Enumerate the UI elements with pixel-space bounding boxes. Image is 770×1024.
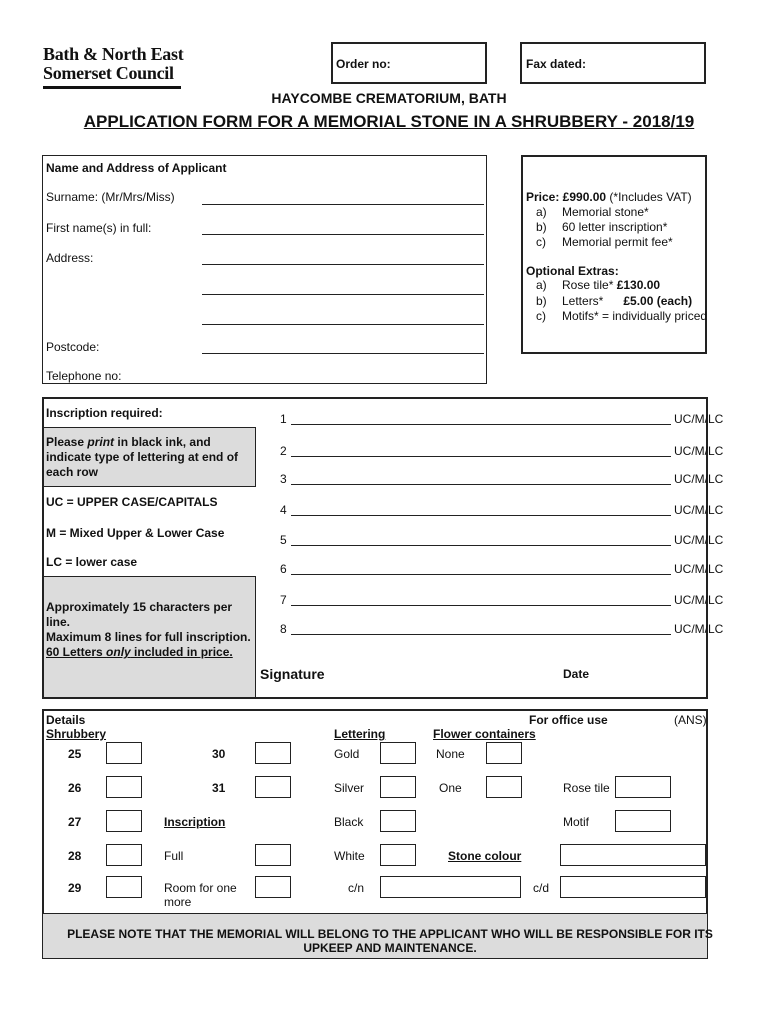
first-name-label: First name(s) in full: <box>46 221 152 235</box>
case-code-1[interactable]: UC/M/LC <box>674 412 724 426</box>
inscription-line-4[interactable] <box>291 515 671 516</box>
telephone-label: Telephone no: <box>46 369 122 383</box>
inscription-heading: Inscription required: <box>46 406 163 420</box>
shrubbery-heading: Shrubbery <box>46 727 107 741</box>
page-title: APPLICATION FORM FOR A MEMORIAL STONE IN A SHRUBBERY - 2018/19 <box>83 112 695 131</box>
none-box[interactable] <box>486 742 522 764</box>
shrubbery-26-label: 26 <box>68 781 82 795</box>
logo-underline <box>43 86 181 89</box>
shrubbery-25-box[interactable] <box>106 742 142 764</box>
stone-colour-field[interactable] <box>560 844 706 866</box>
address-field-1[interactable] <box>202 264 484 265</box>
room-for-one-more-label: Room for one more <box>164 881 237 909</box>
full-label: Full <box>164 849 184 863</box>
ownership-notice: PLEASE NOTE THAT THE MEMORIAL WILL BELONG TO THE APPLICANT WHO WILL BE RESPONSIBLE FOR ITS UPKEEP AND MAINTENANCE. <box>67 927 713 955</box>
date-label[interactable]: Date <box>563 667 590 681</box>
logo-line-1: Bath & North East <box>43 44 184 64</box>
address-field-3[interactable] <box>202 324 484 325</box>
rose-tile-box[interactable] <box>615 776 671 798</box>
motif-box[interactable] <box>615 810 671 832</box>
fax-dated-box[interactable] <box>520 42 706 84</box>
motif-label: Motif <box>563 815 590 829</box>
black-label: Black <box>334 815 364 829</box>
line-number-7: 7 <box>280 593 287 607</box>
inscription-line-5[interactable] <box>291 545 671 546</box>
full-box[interactable] <box>255 844 291 866</box>
one-label: One <box>439 781 462 795</box>
lc-legend: LC = lower case <box>46 555 138 569</box>
inscription-line-3[interactable] <box>291 484 671 485</box>
price-value: Price: £990.00 <box>526 190 607 204</box>
shrubbery-28-label: 28 <box>68 849 82 863</box>
shrubbery-25-label: 25 <box>68 747 82 761</box>
room-for-one-more-box[interactable] <box>255 876 291 898</box>
price-section <box>521 155 707 354</box>
inscription-line-7[interactable] <box>291 605 671 606</box>
line-number-4: 4 <box>280 503 287 517</box>
inscription-office-heading: Inscription <box>164 815 226 829</box>
price-item-b: b) 60 letter inscription* <box>536 220 668 234</box>
shrubbery-29-box[interactable] <box>106 876 142 898</box>
shrubbery-30-box[interactable] <box>255 742 291 764</box>
rose-tile-label: Rose tile <box>563 781 610 795</box>
shrubbery-28-box[interactable] <box>106 844 142 866</box>
one-box[interactable] <box>486 776 522 798</box>
surname-label: Surname: (Mr/Mrs/Miss) <box>46 190 175 204</box>
shrubbery-27-label: 27 <box>68 815 82 829</box>
limits-note: Approximately 15 characters per line. Maximum 8 lines for full inscription. 60 Letters only included in price. <box>46 600 251 659</box>
logo-line-2: Somerset Council <box>43 63 174 83</box>
order-no-label: Order no: <box>336 57 391 71</box>
silver-label: Silver <box>334 781 365 795</box>
fax-dated-label: Fax dated: <box>526 57 587 71</box>
postcode-label: Postcode: <box>46 340 100 354</box>
price-item-c: c) Memorial permit fee* <box>536 235 673 249</box>
case-code-5[interactable]: UC/M/LC <box>674 533 724 547</box>
none-label: None <box>436 747 465 761</box>
case-code-6[interactable]: UC/M/LC <box>674 562 724 576</box>
cd-field[interactable] <box>560 876 706 898</box>
extra-item-a: a) Rose tile* £130.00 <box>536 278 661 292</box>
m-legend: M = Mixed Upper & Lower Case <box>46 526 225 540</box>
line-number-2: 2 <box>280 444 287 458</box>
gold-label: Gold <box>334 747 360 761</box>
line-number-6: 6 <box>280 562 287 576</box>
applicant-heading: Name and Address of Applicant <box>46 161 227 175</box>
shrubbery-31-label: 31 <box>212 781 226 795</box>
inscription-line-6[interactable] <box>291 574 671 575</box>
lettering-heading: Lettering <box>334 727 386 741</box>
cn-field[interactable] <box>380 876 521 898</box>
extra-item-b: b) Letters* £5.00 (each) <box>536 294 693 308</box>
address-label: Address: <box>46 251 94 265</box>
print-note: Please print in black ink, and indicate type of lettering at end of each row <box>46 435 239 479</box>
inscription-line-2[interactable] <box>291 456 671 457</box>
crematorium-subtitle: HAYCOMBE CREMATORIUM, BATH <box>271 90 507 106</box>
shrubbery-27-box[interactable] <box>106 810 142 832</box>
gold-box[interactable] <box>380 742 416 764</box>
shrubbery-30-label: 30 <box>212 747 226 761</box>
black-box[interactable] <box>380 810 416 832</box>
surname-field[interactable] <box>202 204 484 205</box>
details-heading: Details <box>46 713 86 727</box>
postcode-field[interactable] <box>202 353 484 354</box>
white-label: White <box>334 849 365 863</box>
line-number-8: 8 <box>280 622 287 636</box>
uc-legend: UC = UPPER CASE/CAPITALS <box>46 495 218 509</box>
inscription-line-1[interactable] <box>291 424 671 425</box>
cn-label: c/n <box>348 881 365 895</box>
optional-extras-heading: Optional Extras: <box>526 264 619 278</box>
line-number-1: 1 <box>280 412 287 426</box>
flower-containers-heading: Flower containers <box>433 727 536 741</box>
address-field-2[interactable] <box>202 294 484 295</box>
first-name-field[interactable] <box>202 234 484 235</box>
case-code-8[interactable]: UC/M/LC <box>674 622 724 636</box>
case-code-2[interactable]: UC/M/LC <box>674 444 724 458</box>
price-vat-note: (*Includes VAT) <box>606 190 692 204</box>
price-line <box>526 190 692 204</box>
ans-label: (ANS) <box>674 713 707 727</box>
inscription-line-8[interactable] <box>291 634 671 635</box>
line-number-5: 5 <box>280 533 287 547</box>
price-item-a: a) Memorial stone* <box>536 205 649 219</box>
shrubbery-29-label: 29 <box>68 881 82 895</box>
order-no-box[interactable] <box>331 42 487 84</box>
extra-item-c: c) Motifs* = individually priced <box>536 309 708 323</box>
shrubbery-31-box[interactable] <box>255 776 291 798</box>
line-number-3: 3 <box>280 472 287 486</box>
white-box[interactable] <box>380 844 416 866</box>
case-code-7[interactable]: UC/M/LC <box>674 593 724 607</box>
silver-box[interactable] <box>380 776 416 798</box>
shrubbery-26-box[interactable] <box>106 776 142 798</box>
office-use-heading: For office use <box>529 713 608 727</box>
stone-colour-label: Stone colour <box>448 849 522 863</box>
case-code-3[interactable]: UC/M/LC <box>674 472 724 486</box>
cd-label: c/d <box>533 881 550 895</box>
case-code-4[interactable]: UC/M/LC <box>674 503 724 517</box>
signature-label[interactable]: Signature <box>260 666 325 682</box>
